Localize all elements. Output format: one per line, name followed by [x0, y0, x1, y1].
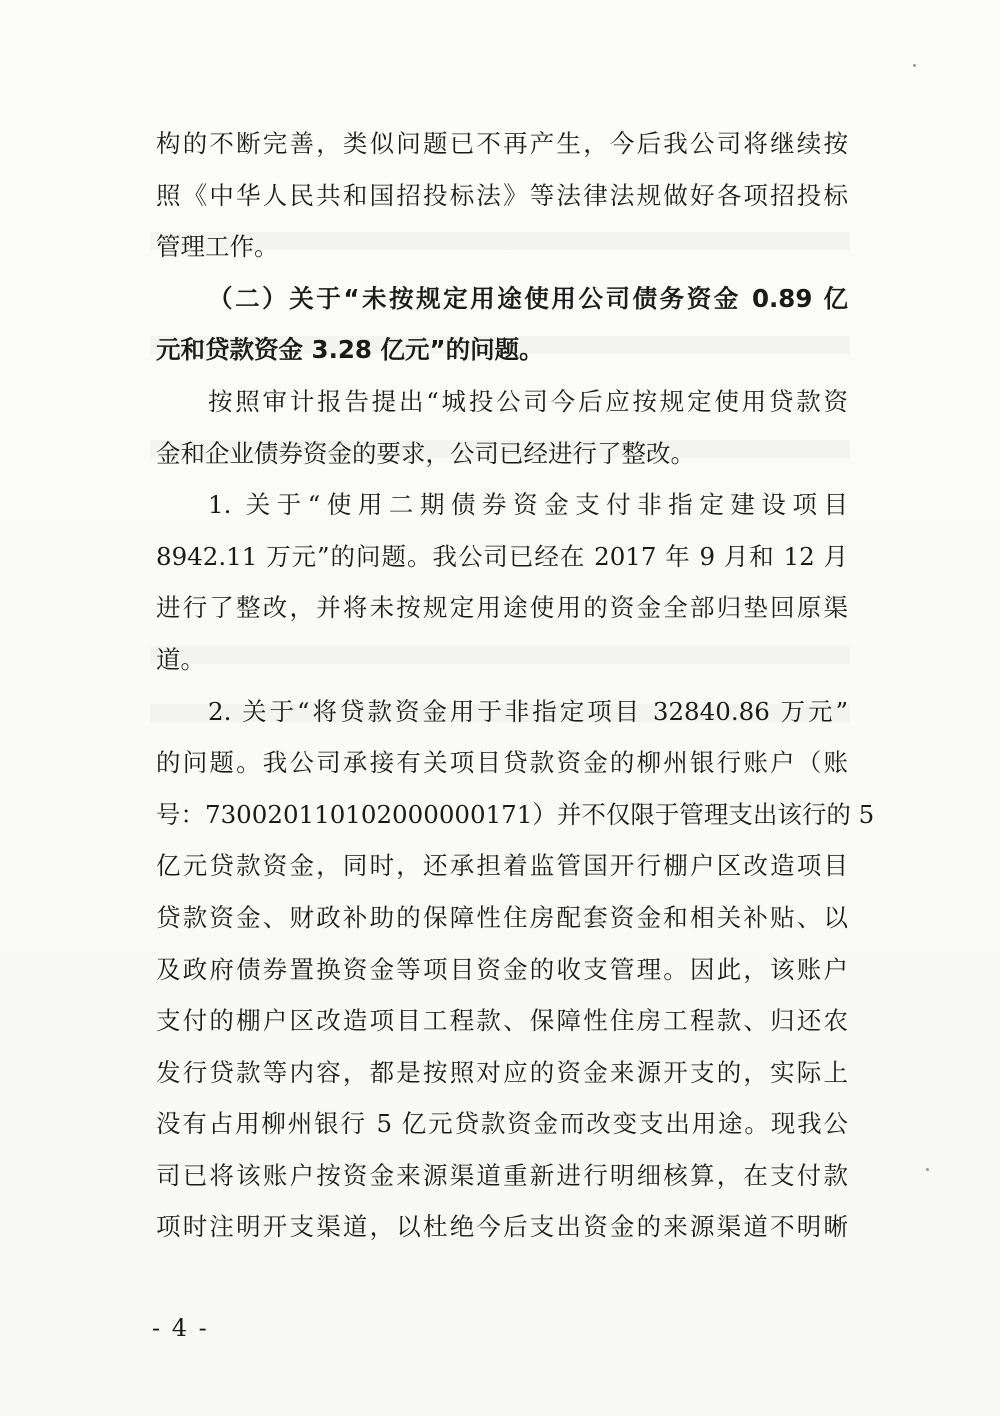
text-line: 按照审计报告提出“城投公司今后应按规定使用贷款资: [208, 386, 848, 416]
text-line: 照《中华人民共和国招投标法》等法律法规做好各项招投标: [156, 180, 848, 210]
text-line: 发行贷款等内容，都是按照对应的资金来源开支的，实际上: [156, 1057, 848, 1087]
text-line: 1. 关于“使用二期债券资金支付非指定建设项目: [208, 490, 848, 520]
text-line: 司已将该账户按资金来源渠道重新进行明细核算，在支付款: [156, 1160, 848, 1190]
section-heading-line: 元和贷款资金 3.28 亿元”的问题。: [156, 335, 544, 365]
text-line: 及政府债券置换资金等项目资金的收支管理。因此，该账户: [156, 954, 848, 984]
text-line: 构的不断完善，类似问题已不再产生，今后我公司将继续按: [156, 129, 848, 158]
scan-speck: [926, 1168, 929, 1171]
text-line: 项时注明开支渠道，以杜绝今后支出资金的来源渠道不明晰: [156, 1212, 848, 1242]
text-line: 2. 关于“将贷款资金用于非指定项目 32840.86 万元”: [208, 696, 848, 726]
text-line: 金和企业债券资金的要求，公司已经进行了整改。: [156, 438, 695, 468]
text-line: 道。: [156, 644, 205, 674]
text-line: 8942.11 万元”的问题。我公司已经在 2017 年 9 月和 12 月: [156, 541, 848, 571]
text-line: 的问题。我公司承接有关项目贷款资金的柳州银行账户（账: [156, 748, 848, 778]
text-line: 亿元贷款资金，同时，还承担着监管国开行棚户区改造项目: [156, 851, 848, 881]
page-number: - 4 -: [152, 1314, 209, 1342]
text-line: 号：730020110102000000171）并不仅限于管理支出该行的 5: [156, 799, 875, 829]
scan-speck: [913, 64, 916, 67]
text-line: 没有占用柳州银行 5 亿元贷款资金而改变支出用途。现我公: [156, 1109, 848, 1139]
text-line: 支付的棚户区改造项目工程款、保障性住房工程款、归还农: [156, 1006, 848, 1036]
section-heading-line: （二）关于“未按规定用途使用公司债务资金 0.89 亿: [208, 283, 848, 313]
text-line: 进行了整改，并将未按规定用途使用的资金全部归垫回原渠: [156, 593, 848, 623]
document-body: [156, 118, 875, 1253]
text-line: 贷款资金、财政补助的保障性住房配套资金和相关补贴、以: [156, 902, 848, 932]
text-line: 管理工作。: [156, 232, 279, 262]
